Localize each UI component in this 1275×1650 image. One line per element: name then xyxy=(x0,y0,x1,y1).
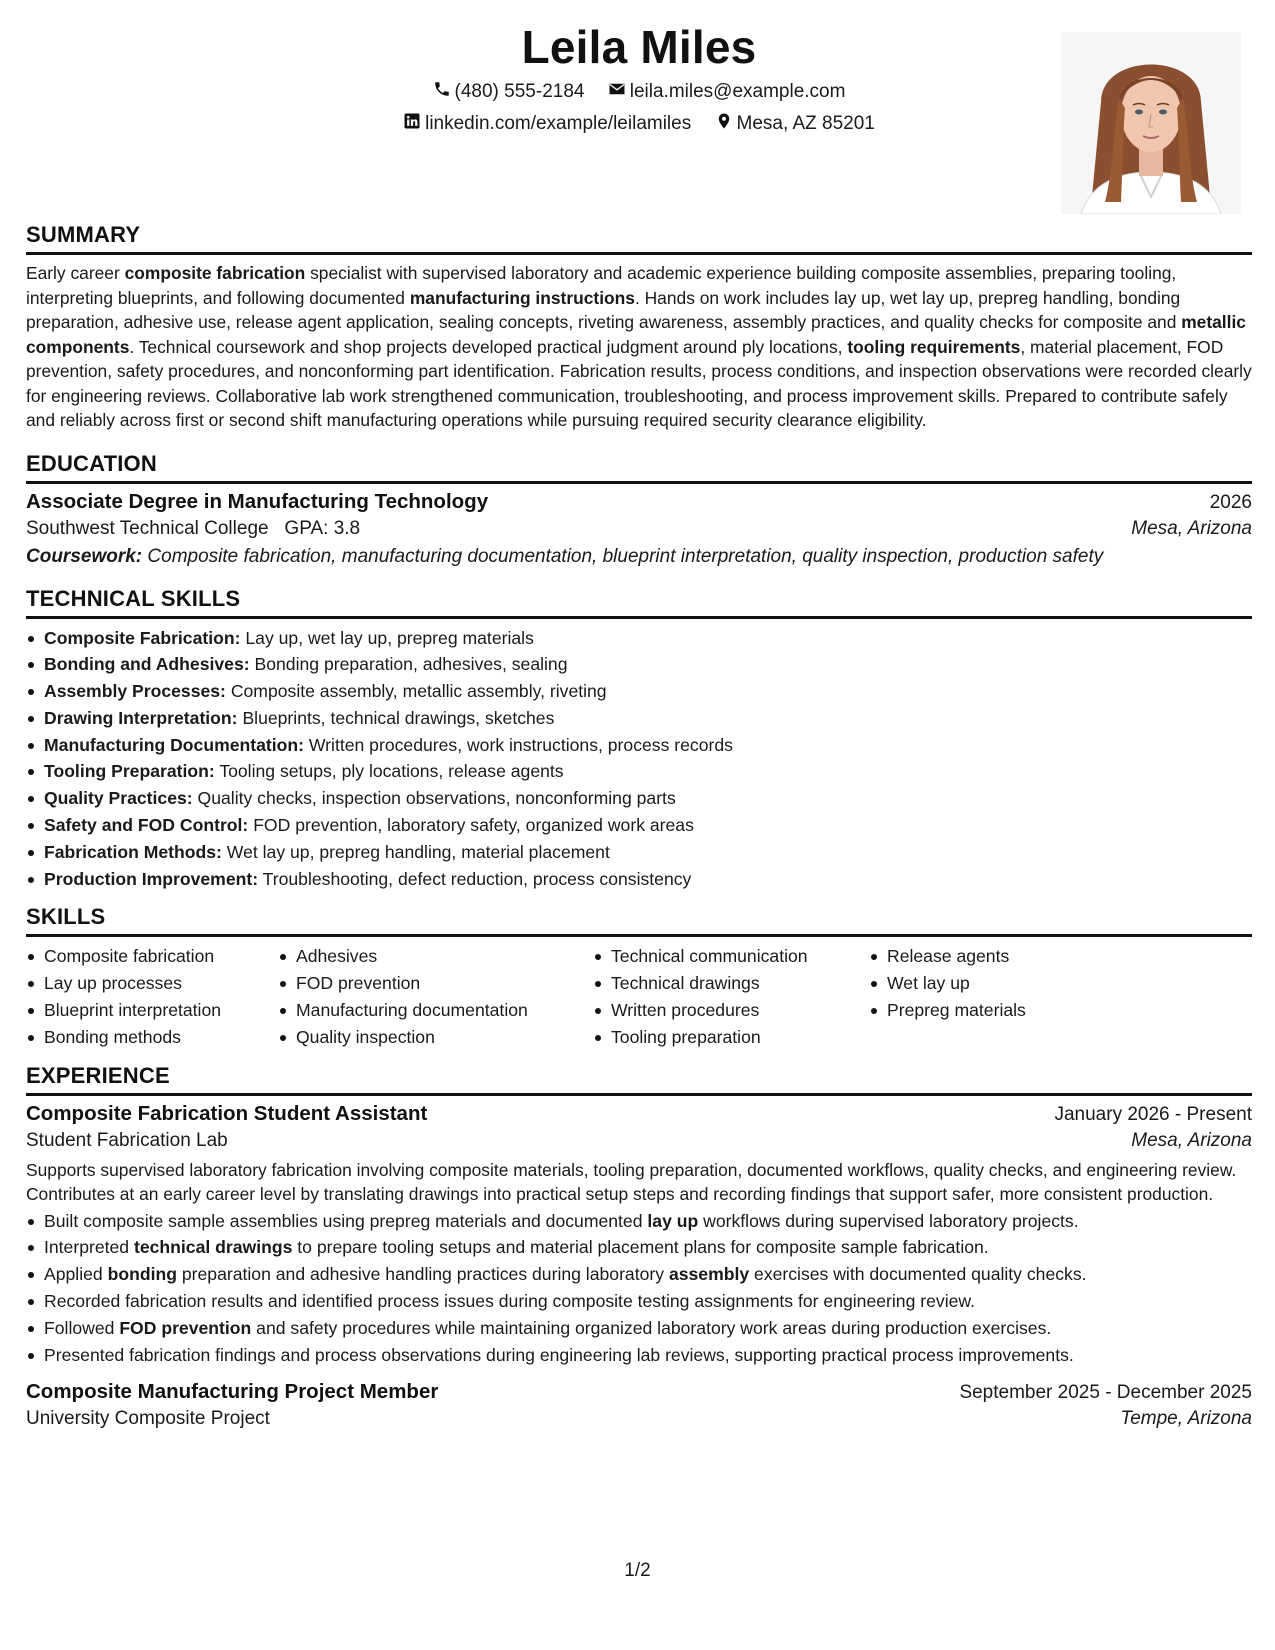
summary-section xyxy=(26,222,1252,433)
technical-skills-heading: TECHNICAL SKILLS xyxy=(26,586,1252,619)
resume-page xyxy=(26,0,1252,1430)
skills-column-2 xyxy=(278,943,593,1050)
list-item xyxy=(44,812,1252,839)
list-item xyxy=(44,1315,1252,1342)
graduation-year: 2026 xyxy=(1209,491,1252,513)
job-location: Mesa, Arizona xyxy=(1131,1129,1252,1151)
skill-category: Assembly Processes: xyxy=(44,681,226,702)
list-item: Technical drawings xyxy=(611,970,869,997)
job-sub xyxy=(26,1130,1252,1152)
summary-text-segment: . Hands on work includes lay up, wet lay up, prepreg handling, bonding preparation, adhesive use, release agent application, sealing concepts, riveting awareness, assembly practices, and quality checks for composite and xyxy=(26,287,1182,332)
list-item xyxy=(44,1234,1252,1261)
skill-category: Composite Fabrication: xyxy=(44,627,241,648)
summary-heading: SUMMARY xyxy=(26,222,1252,255)
list-item xyxy=(44,705,1252,732)
degree-title: Associate Degree in Manufacturing Technology xyxy=(26,489,489,513)
skill-category: Fabrication Methods: xyxy=(44,841,222,862)
candidate-name: Leila Miles xyxy=(521,21,757,73)
summary-keyword: manufacturing instructions xyxy=(409,287,635,308)
list-item xyxy=(44,1288,1252,1315)
skill-category: Production Improvement: xyxy=(44,868,259,889)
skill-category: Drawing Interpretation: xyxy=(44,707,238,728)
linkedin-icon xyxy=(403,112,425,136)
skill-details: Blueprints, technical drawings, sketches xyxy=(242,707,555,728)
list-item xyxy=(44,1261,1252,1288)
job-bullets xyxy=(26,1208,1252,1369)
profile-photo xyxy=(1061,32,1241,214)
contact-location xyxy=(715,112,875,136)
bullet-keyword: lay up xyxy=(647,1210,699,1231)
list-item xyxy=(44,651,1252,678)
location-text: Mesa, AZ 85201 xyxy=(736,113,875,134)
coursework xyxy=(26,546,1252,568)
job-organization: Student Fabrication Lab xyxy=(26,1129,228,1151)
coursework-label: Coursework: xyxy=(26,545,143,567)
school-name: Southwest Technical College xyxy=(26,517,269,539)
envelope-icon xyxy=(608,80,630,104)
list-item xyxy=(44,785,1252,812)
summary-text-segment: specialist with supervised laboratory and academic experience building composite assemblies, preparing tooling, interpreting blueprints, and following documented xyxy=(26,263,1177,308)
skill-details: Tooling setups, ply locations, release agents xyxy=(219,761,564,782)
bullet-text: Built composite sample assemblies using prepreg materials and documented xyxy=(44,1210,648,1231)
bullet-text: Followed xyxy=(44,1317,120,1338)
page-number: 1/2 xyxy=(624,1560,651,1581)
bullet-text: workflows during supervised laboratory projects. xyxy=(698,1210,1079,1231)
list-item xyxy=(44,1342,1252,1369)
bullet-text: Recorded fabrication results and identified process issues during composite testing assignments for engineering review. xyxy=(44,1291,976,1312)
skill-details: FOD prevention, laboratory safety, organized work areas xyxy=(253,815,694,836)
skill-details: Bonding preparation, adhesives, sealing xyxy=(254,654,568,675)
job-dates: September 2025 - December 2025 xyxy=(959,1382,1252,1404)
job-dates: January 2026 - Present xyxy=(1054,1103,1252,1125)
email-link[interactable]: leila.miles@example.com xyxy=(629,81,846,102)
skills-columns xyxy=(26,943,1252,1050)
summary-text-segment: . Technical coursework and shop projects developed practical judgment around ply locations, xyxy=(129,336,848,357)
resume-header xyxy=(26,0,1252,222)
list-item: Written procedures xyxy=(611,997,869,1024)
list-item: Quality inspection xyxy=(296,1024,593,1051)
job-description: Supports supervised laboratory fabrication involving composite materials, tooling preparation, documented workflows, quality checks, and engineering review. Contributes at an early career level by translating drawings into practical setup steps and recording findings that support safer, more consistent production. xyxy=(26,1159,1237,1205)
skill-category: Tooling Preparation: xyxy=(44,761,215,782)
skill-details: Troubleshooting, defect reduction, process consistency xyxy=(262,868,692,889)
technical-skills-section xyxy=(26,586,1252,893)
bullet-text: preparation and adhesive handling practices during laboratory xyxy=(176,1264,669,1285)
bullet-text: exercises with documented quality checks. xyxy=(749,1264,1087,1285)
map-pin-icon xyxy=(715,112,737,136)
list-item xyxy=(44,1208,1252,1235)
experience-entry xyxy=(26,1102,1252,1369)
list-item xyxy=(44,758,1252,785)
bullet-text: Presented fabrication findings and process observations during engineering lab reviews, supporting practical process improvements. xyxy=(44,1344,1074,1365)
list-item: Bonding methods xyxy=(44,1024,278,1051)
skills-column-1 xyxy=(26,943,278,1050)
list-item: Wet lay up xyxy=(887,970,1137,997)
job-organization: University Composite Project xyxy=(26,1408,270,1430)
bullet-keyword: assembly xyxy=(668,1264,750,1285)
skills-heading: SKILLS xyxy=(26,904,1252,937)
education-heading: EDUCATION xyxy=(26,451,1252,484)
summary-text-segment: Early career xyxy=(26,263,125,283)
job-title: Composite Manufacturing Project Member xyxy=(26,1380,439,1404)
summary-keyword: tooling requirements xyxy=(847,336,1021,357)
list-item: Manufacturing documentation xyxy=(296,997,593,1024)
list-item: Tooling preparation xyxy=(611,1024,869,1051)
bullet-keyword: FOD prevention xyxy=(119,1317,252,1338)
bullet-keyword: bonding xyxy=(107,1264,177,1285)
summary-text xyxy=(26,261,1252,433)
contact-phone xyxy=(433,80,585,104)
skill-category: Safety and FOD Control: xyxy=(44,815,249,836)
experience-heading: EXPERIENCE xyxy=(26,1063,1252,1096)
job-title: Composite Fabrication Student Assistant xyxy=(26,1101,428,1125)
linkedin-link[interactable]: linkedin.com/example/leilamiles xyxy=(425,113,692,134)
education-entry-sub xyxy=(26,518,1252,540)
skill-category: Manufacturing Documentation: xyxy=(44,734,304,755)
phone-icon xyxy=(433,80,455,104)
summary-keyword: composite fabrication xyxy=(124,263,306,283)
bullet-text: Interpreted xyxy=(44,1237,134,1258)
list-item: Prepreg materials xyxy=(887,997,1137,1024)
skills-column-3 xyxy=(593,943,869,1050)
list-item xyxy=(44,678,1252,705)
skill-details: Quality checks, inspection observations, nonconforming parts xyxy=(197,788,676,809)
skill-details: Wet lay up, prepreg handling, material placement xyxy=(226,841,610,862)
summary-keyword: metallic components xyxy=(26,312,1246,357)
list-item: Release agents xyxy=(887,943,1137,970)
skill-category: Bonding and Adhesives: xyxy=(44,654,250,675)
skill-details: Written procedures, work instructions, process records xyxy=(308,734,733,755)
skill-details: Lay up, wet lay up, prepreg materials xyxy=(245,627,534,648)
list-item xyxy=(44,625,1252,652)
experience-entry xyxy=(26,1380,1252,1430)
list-item: Blueprint interpretation xyxy=(44,997,278,1024)
school-info xyxy=(26,518,360,540)
gpa: GPA: 3.8 xyxy=(284,517,361,539)
list-item: FOD prevention xyxy=(296,970,593,997)
education-entry-header xyxy=(26,490,1252,514)
education-section xyxy=(26,451,1252,568)
bullet-text: and safety procedures while maintaining organized laboratory work areas during production exercises. xyxy=(251,1317,1052,1338)
job-location: Tempe, Arizona xyxy=(1120,1408,1252,1430)
list-item: Technical communication xyxy=(611,943,869,970)
job-header xyxy=(26,1380,1252,1404)
experience-section xyxy=(26,1063,1252,1431)
summary-text-segment: , material placement, FOD prevention, safety procedures, and nonconforming part identification. Fabrication results, process conditions, and inspection observations were recorded clearly for engineering reviews. Collaborative lab work strengthened communication, troubleshooting, and process improvement skills. Prepared to contribute safely and reliably across first or second shift manufacturing operations while pursuing required security clearance eligibility. xyxy=(26,336,1252,430)
phone-text: (480) 555-2184 xyxy=(454,81,585,102)
skill-category: Quality Practices: xyxy=(44,788,193,809)
skills-column-4 xyxy=(869,943,1137,1050)
list-item: Lay up processes xyxy=(44,970,278,997)
job-header xyxy=(26,1102,1252,1126)
technical-skills-list xyxy=(26,625,1252,893)
list-item xyxy=(44,732,1252,759)
contact-linkedin[interactable] xyxy=(403,112,691,136)
bullet-keyword: technical drawings xyxy=(133,1237,293,1258)
job-sub xyxy=(26,1408,1252,1430)
list-item: Adhesives xyxy=(296,943,593,970)
skill-details: Composite assembly, metallic assembly, riveting xyxy=(230,681,607,702)
bullet-text: to prepare tooling setups and material placement plans for composite sample fabrication. xyxy=(292,1237,989,1258)
skills-section xyxy=(26,904,1252,1050)
bullet-text: Applied xyxy=(44,1264,108,1285)
list-item xyxy=(44,866,1252,893)
coursework-list: Composite fabrication, manufacturing documentation, blueprint interpretation, quality inspection, production safety xyxy=(147,545,1104,567)
school-location: Mesa, Arizona xyxy=(1131,517,1252,539)
list-item xyxy=(44,839,1252,866)
list-item: Composite fabrication xyxy=(44,943,278,970)
contact-email[interactable] xyxy=(608,80,846,104)
